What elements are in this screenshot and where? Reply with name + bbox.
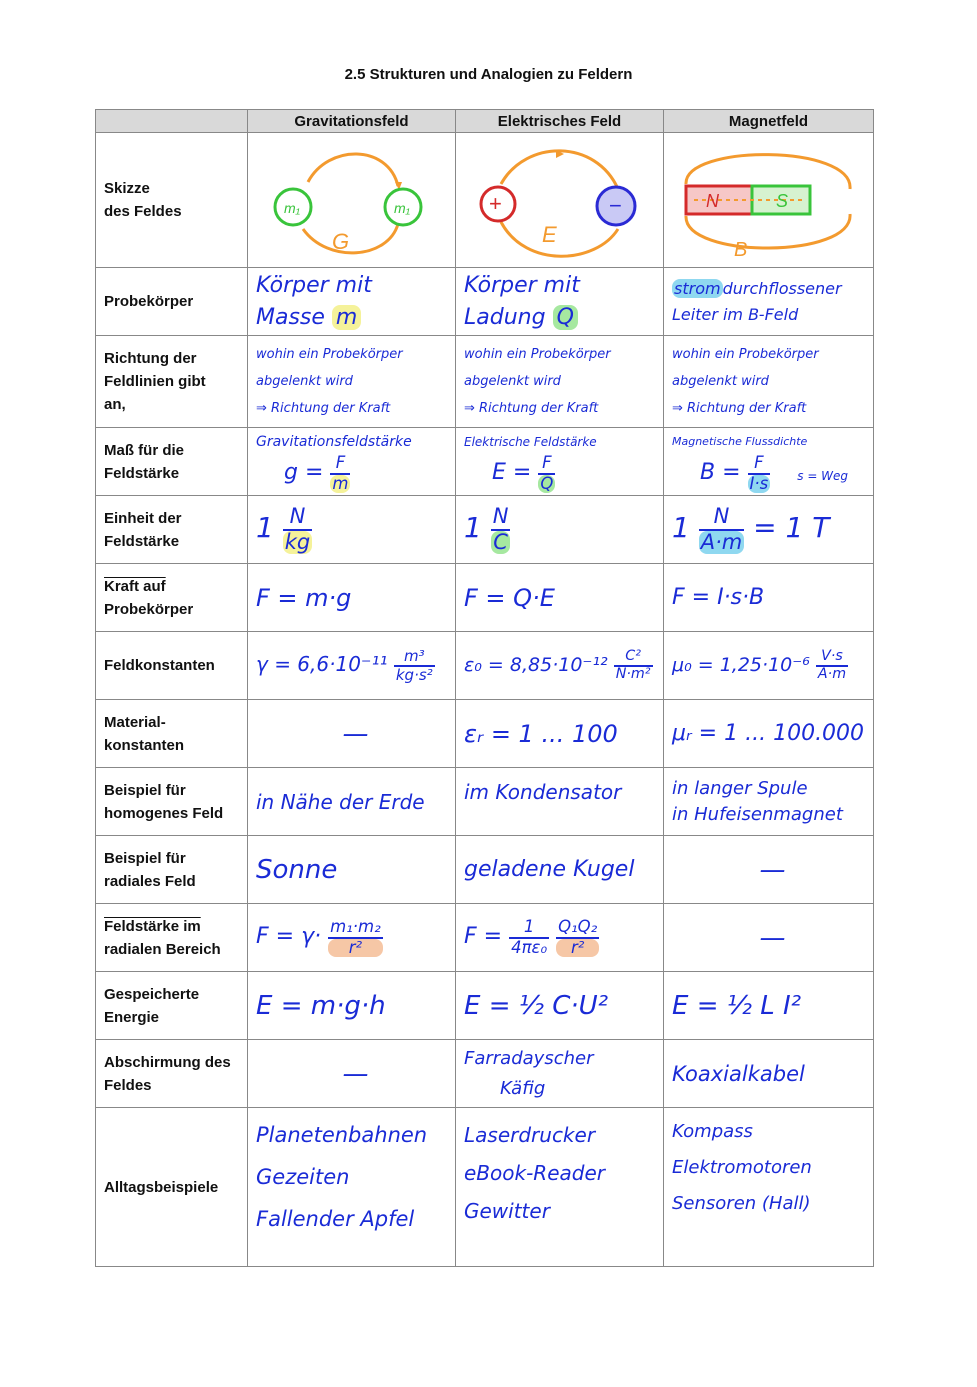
field-line-top xyxy=(308,153,398,185)
row-richtung xyxy=(96,336,874,428)
abschirmung-mag: Koaxialkabel xyxy=(664,1040,874,1108)
page-title: 2.5 Strukturen und Analogien zu Feldern xyxy=(344,66,633,83)
material-grav: — xyxy=(248,700,456,768)
sketch-grav xyxy=(248,133,456,268)
richtung-elec: wohin ein Probekörper abgelenkt wird ⇒ Richtung der Kraft xyxy=(456,336,664,428)
homogen-mag: in langer Spule in Hufeisenmagnet xyxy=(664,768,874,836)
kraft-mag: F = I·s·B xyxy=(664,564,874,632)
row-label: Feldstärke im radialen Bereich xyxy=(96,904,248,972)
row-label: Maß für die Feldstärke xyxy=(96,428,248,496)
row-label: Feldkonstanten xyxy=(96,632,248,700)
mass-mag: Magnetische Flussdichte B = $\frac{F}{I\cdot s}$ s = Weg xyxy=(664,428,874,496)
energie-mag: E = ½ L I² xyxy=(664,972,874,1040)
row-material xyxy=(96,700,874,768)
south-label: S xyxy=(776,190,789,211)
row-feldstaerke-radial xyxy=(96,904,874,972)
field-line-top xyxy=(686,154,850,188)
field-line-bottom xyxy=(686,214,850,248)
energie-grav: E = m·g·h xyxy=(248,972,456,1040)
abschirmung-grav: — xyxy=(248,1040,456,1108)
material-mag: μᵣ = 1 ... 100.000 xyxy=(664,700,874,768)
electric-field-sketch xyxy=(456,134,662,267)
homogen-grav: in Nähe der Erde xyxy=(248,768,456,836)
sketch-elec xyxy=(456,133,664,268)
row-label: Skizze des Feldes xyxy=(96,133,248,268)
radial-mag: — xyxy=(664,836,874,904)
row-kraft xyxy=(96,564,874,632)
konstanten-mag: μ₀ = 1,25·10⁻⁶ $\frac{V\cdot s}{A\cdot m}$ xyxy=(664,632,874,700)
row-homogen xyxy=(96,768,874,836)
row-label: Material- konstanten xyxy=(96,700,248,768)
einheit-elec: 1 $\frac{N}{C}$ xyxy=(456,496,664,564)
row-alltag xyxy=(96,1108,874,1267)
header-empty xyxy=(96,110,248,133)
vector-b-label: B xyxy=(734,238,748,261)
row-konstanten xyxy=(96,632,874,700)
row-label: Richtung der Feldlinien gibt an, xyxy=(96,336,248,428)
minus-sign: − xyxy=(609,192,622,218)
alltag-elec: Laserdrucker eBook-Reader Gewitter xyxy=(456,1108,664,1267)
row-label: Gespeicherte Energie xyxy=(96,972,248,1040)
row-energie xyxy=(96,972,874,1040)
homogen-elec: im Kondensator xyxy=(456,768,664,836)
feldstaerke-radial-elec: F = $\frac{1}{\text{4πε₀}}$ $\frac{\text{Q₁Q₂}}{\text{r²}}$ xyxy=(456,904,664,972)
row-label: Kraft auf Probekörper xyxy=(96,564,248,632)
row-mass xyxy=(96,428,874,496)
header-gravitationsfeld: Gravitationsfeld xyxy=(248,110,456,133)
header-elektrisches-feld: Elektrisches Feld xyxy=(456,110,664,133)
row-label: Abschirmung des Feldes xyxy=(96,1040,248,1108)
feldstaerke-radial-grav: F = γ· $\frac{\text{m₁·m₂}}{\text{r²}}$ xyxy=(248,904,456,972)
row-probekoerper xyxy=(96,268,874,336)
header-row xyxy=(96,110,874,133)
mass-grav: Gravitationsfeldstärke g = $\frac{F}{m}$ xyxy=(248,428,456,496)
abschirmung-elec: Farradayscher Käfig xyxy=(456,1040,664,1108)
alltag-grav: Planetenbahnen Gezeiten Fallender Apfel xyxy=(248,1108,456,1267)
row-einheit xyxy=(96,496,874,564)
mass-2-label: m₁ xyxy=(394,199,411,216)
field-analogies-table xyxy=(95,109,874,1267)
field-line-bottom xyxy=(501,222,618,256)
row-radial xyxy=(96,836,874,904)
einheit-mag: 1 $\frac{N}{A\cdot m}$ = 1 T xyxy=(664,496,874,564)
konstanten-elec: ε₀ = 8,85·10⁻¹² $\frac{\text{C²}}{\text{N·m²}}$ xyxy=(456,632,664,700)
probekoerper-grav: Körper mit Masse m xyxy=(248,268,456,336)
konstanten-grav: γ = 6,6·10⁻¹¹ $\frac{\text{m³}}{\text{kg·s²}}$ xyxy=(248,632,456,700)
header-magnetfeld: Magnetfeld xyxy=(664,110,874,133)
richtung-mag: wohin ein Probekörper abgelenkt wird ⇒ Richtung der Kraft xyxy=(664,336,874,428)
row-label: Alltagsbeispiele xyxy=(96,1108,248,1267)
plus-sign: + xyxy=(489,190,502,216)
radial-elec: geladene Kugel xyxy=(456,836,664,904)
vector-e-label: E xyxy=(542,221,557,247)
feldstaerke-radial-mag: — xyxy=(664,904,874,972)
sketch-mag xyxy=(664,133,874,268)
field-line-bottom xyxy=(303,224,398,253)
kraft-grav: F = m·g xyxy=(248,564,456,632)
radial-grav: Sonne xyxy=(248,836,456,904)
vector-g-label: G xyxy=(332,228,350,254)
einheit-grav: 1 $\frac{N}{kg}$ xyxy=(248,496,456,564)
probekoerper-elec: Körper mit Ladung Q xyxy=(456,268,664,336)
kraft-elec: F = Q·E xyxy=(456,564,664,632)
alltag-mag: Kompass Elektromotoren Sensoren (Hall) xyxy=(664,1108,874,1267)
magnetic-field-sketch xyxy=(664,134,872,267)
field-line-top xyxy=(501,150,618,188)
row-abschirmung xyxy=(96,1040,874,1108)
row-label: Beispiel für radiales Feld xyxy=(96,836,248,904)
material-elec: εᵣ = 1 ... 100 xyxy=(456,700,664,768)
row-label: Beispiel für homogenes Feld xyxy=(96,768,248,836)
north-label: N xyxy=(706,190,719,211)
gravity-field-sketch xyxy=(248,134,454,267)
energie-elec: E = ½ C·U² xyxy=(456,972,664,1040)
mass-elec: Elektrische Feldstärke E = $\frac{F}{Q}$ xyxy=(456,428,664,496)
row-label: Einheit der Feldstärke xyxy=(96,496,248,564)
richtung-grav: wohin ein Probekörper abgelenkt wird ⇒ Richtung der Kraft xyxy=(248,336,456,428)
row-skizze xyxy=(96,133,874,268)
mass-1-label: m₁ xyxy=(284,199,301,216)
row-label: Probekörper xyxy=(96,268,248,336)
probekoerper-mag: strom durchflossener Leiter im B-Feld xyxy=(664,268,874,336)
